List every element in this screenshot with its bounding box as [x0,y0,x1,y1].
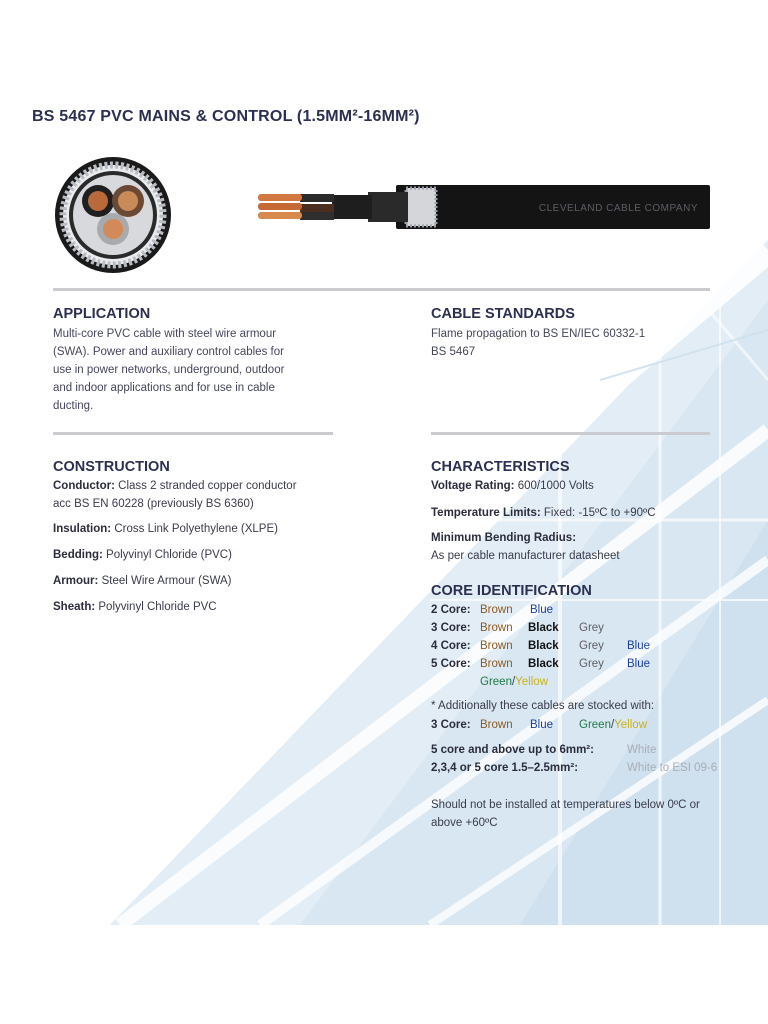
core-color: Brown [480,658,513,670]
core-color: Yellow [614,719,647,731]
core-color: Brown [480,604,513,616]
divider-left [53,432,333,435]
temperature-row: Temperature Limits: Fixed: -15ºC to +90ºC [431,507,656,519]
application-line: ducting. [53,400,94,412]
core-label: 5 Core: [431,658,471,670]
core-color: Grey [579,622,604,634]
core-color: Blue [627,658,651,670]
cable-print-text: CLEVELAND CABLE COMPANY [538,203,698,214]
divider-top [53,288,710,291]
application-line: Multi-core PVC cable with steel wire armour [53,328,277,340]
core-identification-heading: CORE IDENTIFICATION [431,583,592,599]
application-line: use in power networks, underground, outdoor [53,364,285,376]
white-core-label: 2,3,4 or 5 core 1.5–2.5mm²: [431,762,579,774]
cable-side-image [256,182,710,232]
core-color: Black [528,622,559,634]
core-label: 4 Core: [431,640,471,652]
divider-right [431,432,710,435]
cable-cross-section-image [54,156,172,274]
additional-note: * Additionally these cables are stocked with: [431,700,655,712]
bending-label: Minimum Bending Radius: [431,532,577,544]
white-core-value: White [627,744,657,756]
construction-heading: CONSTRUCTION [53,459,170,475]
core-color: Black [528,658,559,670]
standards-heading: CABLE STANDARDS [431,306,575,322]
application-heading: APPLICATION [53,306,151,322]
bedding-row: Bedding: Polyvinyl Chloride (PVC) [53,549,232,561]
core-color: Yellow [515,676,548,688]
core-color: Grey [579,658,604,670]
armour-row: Armour: Steel Wire Armour (SWA) [53,575,232,587]
white-core-label: 5 core and above up to 6mm²: [431,744,594,756]
bending-value: As per cable manufacturer datasheet [431,550,620,562]
core-separator: / [610,719,615,731]
core-color: Brown [480,719,513,731]
application-line: and indoor applications and for use in cable [53,382,275,394]
core-color: Green [480,676,512,688]
voltage-row: Voltage Rating: 600/1000 Volts [431,480,594,492]
conductor-row-2: acc BS EN 60228 (previously BS 6360) [53,498,254,510]
page-title: BS 5467 PVC MAINS & CONTROL (1.5MM²-16MM²) [32,108,420,125]
standards-line: Flame propagation to BS EN/IEC 60332-1 [431,328,646,340]
insulation-row: Insulation: Cross Link Polyethylene (XLPE) [53,523,278,535]
core-color: Green [579,719,611,731]
core-color: Blue [530,719,554,731]
white-core-value: White to ESI 09-6 [627,762,718,774]
installation-warning-1: Should not be installed at temperatures below 0ºC or [431,799,700,811]
sheath-row: Sheath: Polyvinyl Chloride PVC [53,601,217,613]
installation-warning-2: above +60ºC [431,817,498,829]
core-label: 2 Core: [431,604,471,616]
core-color: Black [528,640,559,652]
core-color: Brown [480,640,513,652]
standards-line: BS 5467 [431,346,476,358]
core-row-5-earth [480,676,548,688]
core-label: 3 Core: [431,622,471,634]
standards-text [431,325,731,361]
core-label: 3 Core: [431,719,471,731]
core-color: Blue [530,604,554,616]
conductor-row: Conductor: Class 2 stranded copper conductor [53,480,297,492]
core-separator: / [511,676,516,688]
characteristics-heading: CHARACTERISTICS [431,459,570,475]
application-line: (SWA). Power and auxiliary control cables for [53,346,284,358]
core-color: Grey [579,640,604,652]
core-color: Brown [480,622,513,634]
core-color: Blue [627,640,651,652]
application-text [53,325,353,415]
